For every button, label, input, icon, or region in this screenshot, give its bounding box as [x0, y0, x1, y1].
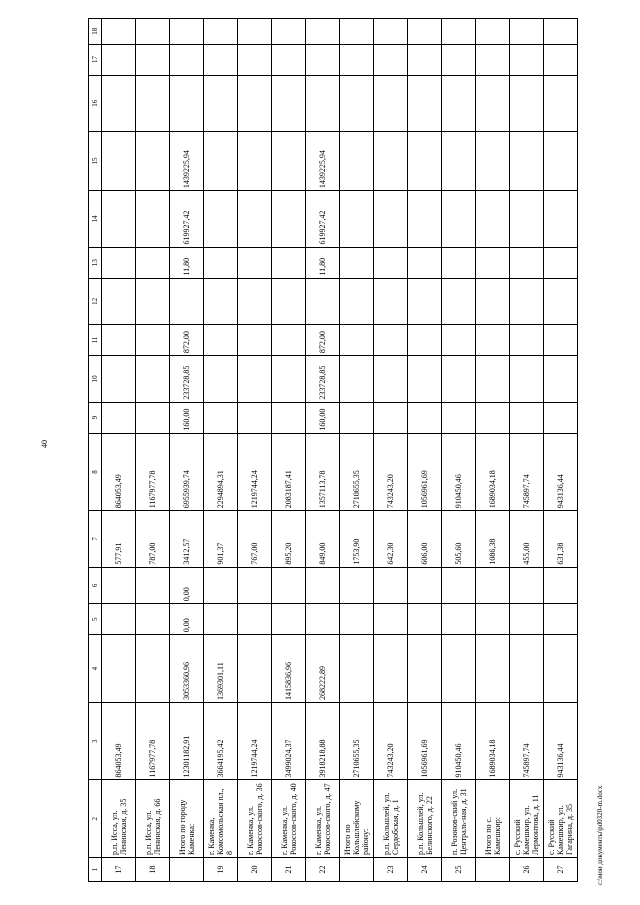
table-cell	[136, 604, 170, 635]
column-number: 18	[89, 19, 102, 45]
column-number: 15	[89, 131, 102, 190]
column-number: 8	[89, 433, 102, 511]
table-cell	[442, 247, 476, 278]
address-cell: Итого по с. Камешкир:	[476, 780, 510, 858]
table-cell	[442, 131, 476, 190]
table-cell	[476, 191, 510, 247]
table-cell	[544, 247, 578, 278]
table-cell	[272, 567, 306, 604]
table-cell	[238, 604, 272, 635]
table-cell	[136, 131, 170, 190]
table-cell: 22	[306, 858, 340, 882]
table-cell: 1369301,11	[204, 635, 238, 703]
table-cell: 11,80	[170, 247, 204, 278]
table-cell	[374, 278, 408, 325]
column-number-row	[89, 19, 102, 882]
table-cell	[272, 44, 306, 75]
table-cell	[408, 191, 442, 247]
table-cell	[442, 75, 476, 131]
table-cell	[272, 278, 306, 325]
table-cell	[238, 356, 272, 403]
table-cell	[272, 19, 306, 45]
table-cell: 631,38	[544, 511, 578, 567]
table-cell	[204, 247, 238, 278]
table-cell	[136, 567, 170, 604]
table-cell: 767,00	[238, 511, 272, 567]
table-cell	[510, 325, 544, 356]
table-cell: 745897,74	[510, 702, 544, 780]
table-cell	[136, 75, 170, 131]
table-cell	[204, 567, 238, 604]
table-cell	[102, 356, 136, 403]
table-cell: 160,00	[306, 402, 340, 433]
table-cell: 0,00	[170, 567, 204, 604]
table-cell	[544, 278, 578, 325]
table-cell	[408, 44, 442, 75]
table-cell: 1086,38	[476, 511, 510, 567]
table-cell: 17	[102, 858, 136, 882]
table-cell	[306, 604, 340, 635]
table-cell	[476, 131, 510, 190]
table-row	[102, 19, 136, 882]
table-cell: 268222,89	[306, 635, 340, 703]
table-cell: 577,91	[102, 511, 136, 567]
table-cell: 619927,42	[170, 191, 204, 247]
table-cell	[272, 247, 306, 278]
table-cell	[136, 44, 170, 75]
table-cell: 1219744,24	[238, 702, 272, 780]
address-cell: с. Русский Камешкир, ул. Гагарина, д. 35	[544, 780, 578, 858]
table-cell	[442, 567, 476, 604]
column-number: 10	[89, 356, 102, 403]
table-cell: 3412,57	[170, 511, 204, 567]
table-cell	[102, 604, 136, 635]
table-cell: 943136,44	[544, 433, 578, 511]
table-cell: 1753,90	[340, 511, 374, 567]
table-cell	[408, 635, 442, 703]
table-cell	[510, 356, 544, 403]
table-cell	[102, 247, 136, 278]
table-cell: 27	[544, 858, 578, 882]
table-cell	[204, 44, 238, 75]
table-cell	[374, 325, 408, 356]
table-cell: 872,00	[306, 325, 340, 356]
table-row	[476, 19, 510, 882]
table-cell: 3664195,42	[204, 702, 238, 780]
table-cell: 21	[272, 858, 306, 882]
table-cell	[476, 635, 510, 703]
table-cell	[476, 402, 510, 433]
data-table	[88, 18, 578, 882]
table-cell: 233728,85	[170, 356, 204, 403]
table-cell	[340, 278, 374, 325]
table-cell: 901,37	[204, 511, 238, 567]
table-cell	[272, 75, 306, 131]
table-cell	[170, 278, 204, 325]
table-cell: 455,00	[510, 511, 544, 567]
table-row	[408, 19, 442, 882]
table-cell	[476, 247, 510, 278]
table-cell	[476, 19, 510, 45]
table-cell: 18	[136, 858, 170, 882]
table-cell	[442, 191, 476, 247]
table-cell: 1219744,24	[238, 433, 272, 511]
footer-file-path: c:\мои документы\pd0320-m.docx	[596, 785, 604, 885]
table-cell	[306, 278, 340, 325]
table-cell	[102, 44, 136, 75]
table-cell	[476, 325, 510, 356]
column-number: 13	[89, 247, 102, 278]
table-cell	[476, 356, 510, 403]
address-cell: Итого по Кольшлейскому району:	[340, 780, 374, 858]
table-cell	[544, 191, 578, 247]
rotated-table-container	[88, 18, 580, 882]
table-cell	[136, 402, 170, 433]
table-cell	[204, 75, 238, 131]
table-cell	[510, 19, 544, 45]
table-cell: 24	[408, 858, 442, 882]
table-cell	[136, 356, 170, 403]
table-cell	[238, 75, 272, 131]
table-cell	[544, 19, 578, 45]
table-cell	[442, 325, 476, 356]
table-cell	[544, 75, 578, 131]
table-cell	[442, 635, 476, 703]
table-cell	[238, 402, 272, 433]
table-cell	[272, 131, 306, 190]
table-cell	[510, 131, 544, 190]
table-cell: 745897,74	[510, 433, 544, 511]
table-cell	[374, 44, 408, 75]
table-cell: 910450,46	[442, 433, 476, 511]
table-cell	[442, 278, 476, 325]
column-number: 6	[89, 567, 102, 604]
table-cell	[544, 567, 578, 604]
address-cell: г. Каменка, ул. Рокоссов-ского, д. 36	[238, 780, 272, 858]
table-cell	[442, 402, 476, 433]
table-cell: 864053,49	[102, 702, 136, 780]
table-cell	[102, 567, 136, 604]
table-cell	[170, 19, 204, 45]
table-cell: 3053360,96	[170, 635, 204, 703]
column-number: 16	[89, 75, 102, 131]
table-cell	[544, 604, 578, 635]
table-cell	[408, 325, 442, 356]
table-row	[238, 19, 272, 882]
table-cell: 1357113,78	[306, 433, 340, 511]
table-cell	[204, 191, 238, 247]
table-cell	[408, 567, 442, 604]
address-cell: г. Каменка, Комсомольская пл., 8	[204, 780, 238, 858]
table-cell	[238, 131, 272, 190]
table-row	[306, 19, 340, 882]
table-cell	[340, 19, 374, 45]
table-cell: 1415836,96	[272, 635, 306, 703]
table-cell	[408, 356, 442, 403]
table-cell	[204, 19, 238, 45]
table-cell: 1056961,69	[408, 702, 442, 780]
column-number: 1	[89, 858, 102, 882]
table-cell	[340, 131, 374, 190]
table-cell: 619927,42	[306, 191, 340, 247]
table-row	[510, 19, 544, 882]
address-cell: р.п. Исса, ул. Ленинская, д. 35	[102, 780, 136, 858]
table-cell	[204, 278, 238, 325]
table-cell: 3499024,37	[272, 702, 306, 780]
table-cell	[408, 75, 442, 131]
table-cell: 11,80	[306, 247, 340, 278]
table-cell: 505,60	[442, 511, 476, 567]
table-cell	[272, 191, 306, 247]
table-cell	[306, 75, 340, 131]
table-row	[136, 19, 170, 882]
table-cell	[340, 356, 374, 403]
address-cell: п. Розонов-ский ул. Централь-ная, д. 31	[442, 780, 476, 858]
table-cell	[102, 402, 136, 433]
table-cell	[238, 247, 272, 278]
table-cell	[306, 567, 340, 604]
table-cell	[272, 402, 306, 433]
table-cell: 787,00	[136, 511, 170, 567]
table-cell	[374, 402, 408, 433]
table-cell: 3918218,88	[306, 702, 340, 780]
table-cell	[272, 604, 306, 635]
table-cell	[102, 131, 136, 190]
table-row	[170, 19, 204, 882]
table-cell: 872,00	[170, 325, 204, 356]
table-cell	[374, 131, 408, 190]
table-cell: 1439225,94	[306, 131, 340, 190]
table-cell	[476, 567, 510, 604]
table-cell: 2710655,35	[340, 702, 374, 780]
table-cell: 943136,44	[544, 702, 578, 780]
table-cell	[374, 356, 408, 403]
table-cell	[340, 325, 374, 356]
table-cell	[238, 19, 272, 45]
address-cell: р.п. Исса, ул. Ленинская, д. 66	[136, 780, 170, 858]
address-cell: г. Каменка, ул. Рокоссов-ского, д. 47	[306, 780, 340, 858]
table-cell	[204, 604, 238, 635]
address-cell: р.п. Кольшлей, ул. Сердобская, д. 1	[374, 780, 408, 858]
table-cell	[340, 635, 374, 703]
column-number: 4	[89, 635, 102, 703]
table-cell: 895,20	[272, 511, 306, 567]
table-cell	[340, 44, 374, 75]
table-cell	[340, 858, 374, 882]
table-cell	[544, 402, 578, 433]
table-cell	[442, 604, 476, 635]
table-cell: 2083187,41	[272, 433, 306, 511]
table-cell	[340, 75, 374, 131]
table-cell	[102, 325, 136, 356]
table-cell	[408, 604, 442, 635]
table-cell	[476, 75, 510, 131]
table-cell	[510, 635, 544, 703]
column-number: 9	[89, 402, 102, 433]
table-row	[204, 19, 238, 882]
table-cell	[102, 191, 136, 247]
table-cell: 1167977,78	[136, 702, 170, 780]
table-cell	[442, 19, 476, 45]
table-cell	[340, 604, 374, 635]
table-cell	[238, 325, 272, 356]
table-cell	[340, 402, 374, 433]
table-cell	[510, 191, 544, 247]
table-cell	[544, 131, 578, 190]
table-cell: 743243,20	[374, 433, 408, 511]
table-cell: 606,00	[408, 511, 442, 567]
table-cell	[136, 635, 170, 703]
table-cell: 642,30	[374, 511, 408, 567]
table-cell: 1689034,18	[476, 433, 510, 511]
table-cell: 849,00	[306, 511, 340, 567]
table-cell: 26	[510, 858, 544, 882]
table-cell	[374, 19, 408, 45]
table-cell	[272, 356, 306, 403]
column-number: 14	[89, 191, 102, 247]
table-cell	[170, 44, 204, 75]
table-row	[544, 19, 578, 882]
table-cell	[238, 44, 272, 75]
table-cell: 910450,46	[442, 702, 476, 780]
table-cell	[374, 604, 408, 635]
table-cell: 6955939,74	[170, 433, 204, 511]
table-cell	[510, 402, 544, 433]
table-cell	[476, 44, 510, 75]
table-cell	[136, 19, 170, 45]
table-cell	[510, 75, 544, 131]
table-cell	[510, 247, 544, 278]
table-cell: 864053,49	[102, 433, 136, 511]
table-cell	[136, 247, 170, 278]
table-cell	[204, 325, 238, 356]
table-cell	[374, 75, 408, 131]
table-cell	[442, 356, 476, 403]
table-cell	[510, 278, 544, 325]
table-cell: 1439225,94	[170, 131, 204, 190]
table-cell	[102, 278, 136, 325]
table-cell	[204, 402, 238, 433]
table-cell	[136, 191, 170, 247]
address-cell: с. Русский Камешкир, ул. Лермонтова, д. 11	[510, 780, 544, 858]
table-cell	[544, 325, 578, 356]
column-number: 7	[89, 511, 102, 567]
table-cell	[306, 19, 340, 45]
column-number: 11	[89, 325, 102, 356]
table-cell: 233728,85	[306, 356, 340, 403]
table-cell	[374, 567, 408, 604]
table-row	[442, 19, 476, 882]
table-cell	[374, 635, 408, 703]
table-cell: 12301182,91	[170, 702, 204, 780]
table-cell	[544, 356, 578, 403]
table-cell	[102, 75, 136, 131]
table-cell: 20	[238, 858, 272, 882]
address-cell: р.п. Кольшлей, ул. Белинского, д. 22	[408, 780, 442, 858]
table-cell	[306, 44, 340, 75]
table-cell	[238, 278, 272, 325]
column-number: 17	[89, 44, 102, 75]
table-cell	[170, 75, 204, 131]
table-cell: 2710655,35	[340, 433, 374, 511]
table-cell	[374, 191, 408, 247]
table-row	[272, 19, 306, 882]
table-cell	[510, 44, 544, 75]
column-number: 2	[89, 780, 102, 858]
table-cell	[204, 131, 238, 190]
table-cell	[408, 131, 442, 190]
table-cell	[408, 402, 442, 433]
table-cell	[272, 325, 306, 356]
table-cell	[442, 44, 476, 75]
table-cell	[476, 604, 510, 635]
table-cell	[408, 247, 442, 278]
address-cell: Итого по городу Каменка:	[170, 780, 204, 858]
table-cell	[238, 191, 272, 247]
table-cell: 1056961,69	[408, 433, 442, 511]
table-cell: 19	[204, 858, 238, 882]
table-cell	[102, 19, 136, 45]
table-cell	[544, 44, 578, 75]
column-number: 5	[89, 604, 102, 635]
column-number: 3	[89, 702, 102, 780]
table-cell	[238, 635, 272, 703]
table-cell	[408, 278, 442, 325]
table-cell	[544, 635, 578, 703]
column-number: 12	[89, 278, 102, 325]
table-cell	[136, 278, 170, 325]
table-cell	[340, 191, 374, 247]
table-cell	[476, 278, 510, 325]
table-cell	[238, 567, 272, 604]
table-cell	[408, 19, 442, 45]
table-cell: 160,00	[170, 402, 204, 433]
table-cell: 23	[374, 858, 408, 882]
table-cell	[340, 247, 374, 278]
table-cell: 2294894,31	[204, 433, 238, 511]
table-cell	[510, 604, 544, 635]
table-cell	[510, 567, 544, 604]
table-cell: 1689034,18	[476, 702, 510, 780]
table-cell	[102, 635, 136, 703]
address-cell: г. Каменка, ул. Рокоссов-ского, д. 40	[272, 780, 306, 858]
table-cell	[136, 325, 170, 356]
table-row	[374, 19, 408, 882]
table-cell	[374, 247, 408, 278]
table-cell: 1167977,78	[136, 433, 170, 511]
table-row	[340, 19, 374, 882]
table-cell	[170, 858, 204, 882]
table-cell: 0,00	[170, 604, 204, 635]
table-cell	[204, 356, 238, 403]
table-cell: 743243,20	[374, 702, 408, 780]
table-cell	[476, 858, 510, 882]
table-cell: 25	[442, 858, 476, 882]
page-number: 40	[40, 440, 49, 448]
table-cell	[340, 567, 374, 604]
